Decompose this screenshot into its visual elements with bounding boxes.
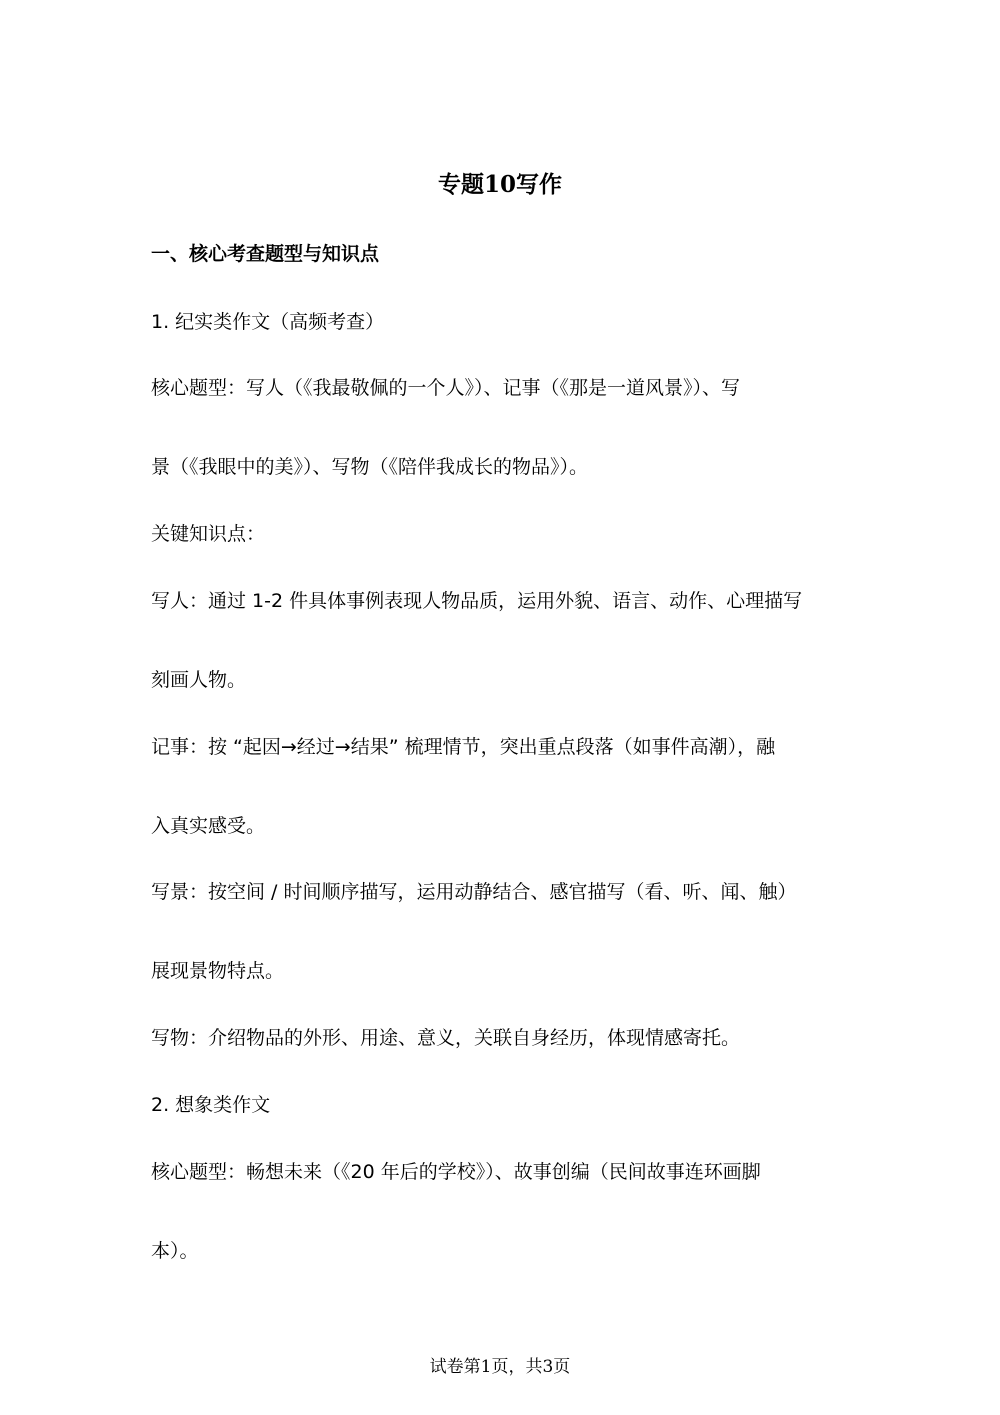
core-types-imaginative-line2: 本）。 — [151, 1240, 199, 1262]
core-types-nonfiction-line1: 核心题型：写人（《我最敬佩的一个人》）、记事（《那是一道风景》）、写 — [151, 377, 741, 399]
section-heading: 一、核心考查题型与知识点 — [151, 243, 380, 265]
page-footer: 试卷第1页，共3页 — [429, 1357, 571, 1377]
writing-event-line1: 记事：按 “起因→经过→结果” 梳理情节，突出重点段落（如事件高潮），融 — [151, 736, 776, 758]
document-title: 专题10写作 — [437, 171, 562, 198]
writing-scene-line2: 展现景物特点。 — [151, 960, 285, 982]
item-heading-imaginative: 2. 想象类作文 — [151, 1094, 271, 1116]
core-types-imaginative-line1: 核心题型：畅想未来（《20 年后的学校》）、故事创编（民间故事连环画脚 — [151, 1161, 761, 1183]
writing-person-line2: 刻画人物。 — [151, 669, 247, 691]
writing-object-line: 写物：介绍物品的外形、用途、意义，关联自身经历，体现情感寄托。 — [151, 1027, 741, 1049]
key-points-label: 关键知识点： — [151, 523, 266, 545]
writing-scene-line1: 写景：按空间 / 时间顺序描写，运用动静结合、感官描写（看、听、闻、触） — [151, 881, 797, 903]
writing-event-line2: 入真实感受。 — [151, 815, 266, 837]
item-heading-nonfiction: 1. 纪实类作文（高频考查） — [151, 311, 385, 333]
writing-person-line1: 写人：通过 1-2 件具体事例表现人物品质，运用外貌、语言、动作、心理描写 — [151, 590, 803, 612]
core-types-nonfiction-line2: 景（《我眼中的美》）、写物（《陪伴我成长的物品》）。 — [151, 456, 589, 478]
